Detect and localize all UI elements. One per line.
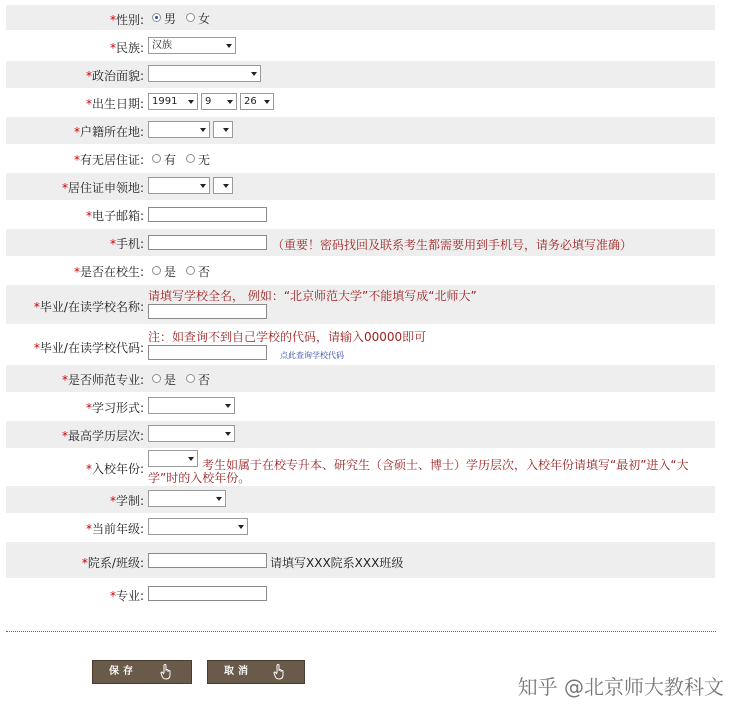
class-hint: 请填写XXX院系XXX班级: [270, 556, 404, 570]
form-divider: [6, 631, 716, 632]
school-code-label: *毕业/在读学校代码:: [33, 341, 144, 355]
grade-label: *当前年级:: [85, 522, 144, 536]
study-form-select[interactable]: [148, 397, 235, 414]
study-form-label: *学习形式:: [85, 401, 144, 415]
row-email: [6, 201, 715, 228]
in-school-yes-label: 是: [164, 265, 177, 279]
row-edu-level: [6, 421, 715, 448]
mobile-input[interactable]: [148, 235, 267, 250]
mobile-note: （重要！密码找回及联系考生都需要用到手机号，请务必填写准确）: [272, 238, 633, 252]
political-select[interactable]: [148, 65, 261, 82]
email-input[interactable]: [148, 207, 267, 222]
major-input[interactable]: [148, 586, 267, 601]
row-mobile: [6, 229, 715, 256]
edu-level-select[interactable]: [148, 425, 235, 442]
row-gender: [6, 5, 715, 30]
watermark: 知乎 @北京师大教科文: [517, 675, 724, 699]
hukou-city-select[interactable]: [213, 121, 233, 138]
grade-select[interactable]: [148, 518, 248, 535]
major-label: *专业:: [109, 589, 144, 603]
in-school-yes-radio[interactable]: [152, 266, 161, 275]
save-button[interactable]: 保存: [92, 660, 192, 684]
gender-male-radio[interactable]: [152, 13, 161, 22]
normal-major-no-radio[interactable]: [186, 374, 195, 383]
edu-level-label: *最高学历层次:: [61, 429, 144, 443]
query-school-code-link[interactable]: 点此查询学校代码: [280, 351, 344, 360]
hand-pointer-icon: [159, 664, 173, 680]
row-ethnicity: [6, 33, 715, 60]
entry-year-label: *入校年份:: [85, 462, 144, 476]
mobile-label: *手机:: [109, 237, 144, 251]
in-school-no-label: 否: [198, 265, 211, 279]
birth-label: *出生日期:: [85, 97, 144, 111]
in-school-label: *是否在校生:: [73, 265, 144, 279]
normal-major-no-label: 否: [198, 373, 211, 387]
row-major: [6, 579, 715, 609]
birth-day-select[interactable]: 26: [240, 93, 274, 110]
gender-female-label: 女: [198, 12, 211, 26]
hukou-province-select[interactable]: [148, 121, 210, 138]
hand-pointer-icon: [272, 664, 286, 680]
school-code-note: 注：如查询不到自己学校的代码，请输入00000即可: [148, 330, 427, 344]
duration-label: *学制:: [109, 494, 144, 508]
birth-month-select[interactable]: 9: [201, 93, 237, 110]
permit-province-select[interactable]: [148, 177, 210, 194]
normal-major-yes-radio[interactable]: [152, 374, 161, 383]
row-normal-major: [6, 365, 715, 392]
birth-year-select[interactable]: 1991: [148, 93, 198, 110]
school-name-note: 请填写学校全名， 例如：“北京师范大学”不能填写成“北师大”: [148, 289, 477, 303]
row-grade: [6, 514, 715, 541]
gender-female-radio[interactable]: [186, 13, 195, 22]
row-entry-year: [6, 449, 715, 485]
row-in-school: [6, 257, 715, 284]
row-class: [6, 542, 715, 578]
row-residence-permit: [6, 145, 715, 172]
permit-yes-radio[interactable]: [152, 154, 161, 163]
ethnicity-select[interactable]: 汉族: [148, 37, 236, 54]
school-name-label: *毕业/在读学校名称:: [33, 300, 144, 314]
class-input[interactable]: [148, 553, 267, 568]
school-code-input[interactable]: [148, 345, 267, 360]
row-birth: [6, 89, 715, 116]
gender-label: *性别:: [109, 13, 144, 27]
row-duration: [6, 486, 715, 513]
permit-city-select[interactable]: [213, 177, 233, 194]
row-hukou: [6, 117, 715, 144]
normal-major-yes-label: 是: [164, 373, 177, 387]
permit-place-label: *居住证申领地:: [61, 181, 144, 195]
in-school-no-radio[interactable]: [186, 266, 195, 275]
cancel-button[interactable]: 取消: [207, 660, 305, 684]
entry-year-note-line1: 考生如属于在校专升本、研究生（含硕士、博士）学历层次，入校年份请填写“最初”进入“大: [202, 458, 689, 472]
normal-major-label: *是否师范专业:: [61, 373, 144, 387]
school-name-input[interactable]: [148, 304, 267, 319]
permit-yes-label: 有: [164, 153, 177, 167]
class-label: *院系/班级:: [81, 556, 144, 570]
ethnicity-label: *民族:: [109, 41, 144, 55]
row-political: [6, 61, 715, 88]
entry-year-select[interactable]: [148, 450, 198, 467]
hukou-label: *户籍所在地:: [73, 125, 144, 139]
row-permit-place: [6, 173, 715, 200]
entry-year-note-line2: 学”时的入校年份。: [148, 471, 251, 485]
gender-male-label: 男: [164, 12, 177, 26]
political-label: *政治面貌:: [85, 69, 144, 83]
email-label: *电子邮箱:: [85, 209, 144, 223]
row-school-code: [6, 325, 715, 364]
duration-select[interactable]: [148, 490, 226, 507]
permit-no-label: 无: [198, 153, 211, 167]
residence-permit-label: *有无居住证:: [73, 153, 144, 167]
row-school-name: [6, 285, 715, 324]
row-study-form: [6, 393, 715, 420]
permit-no-radio[interactable]: [186, 154, 195, 163]
